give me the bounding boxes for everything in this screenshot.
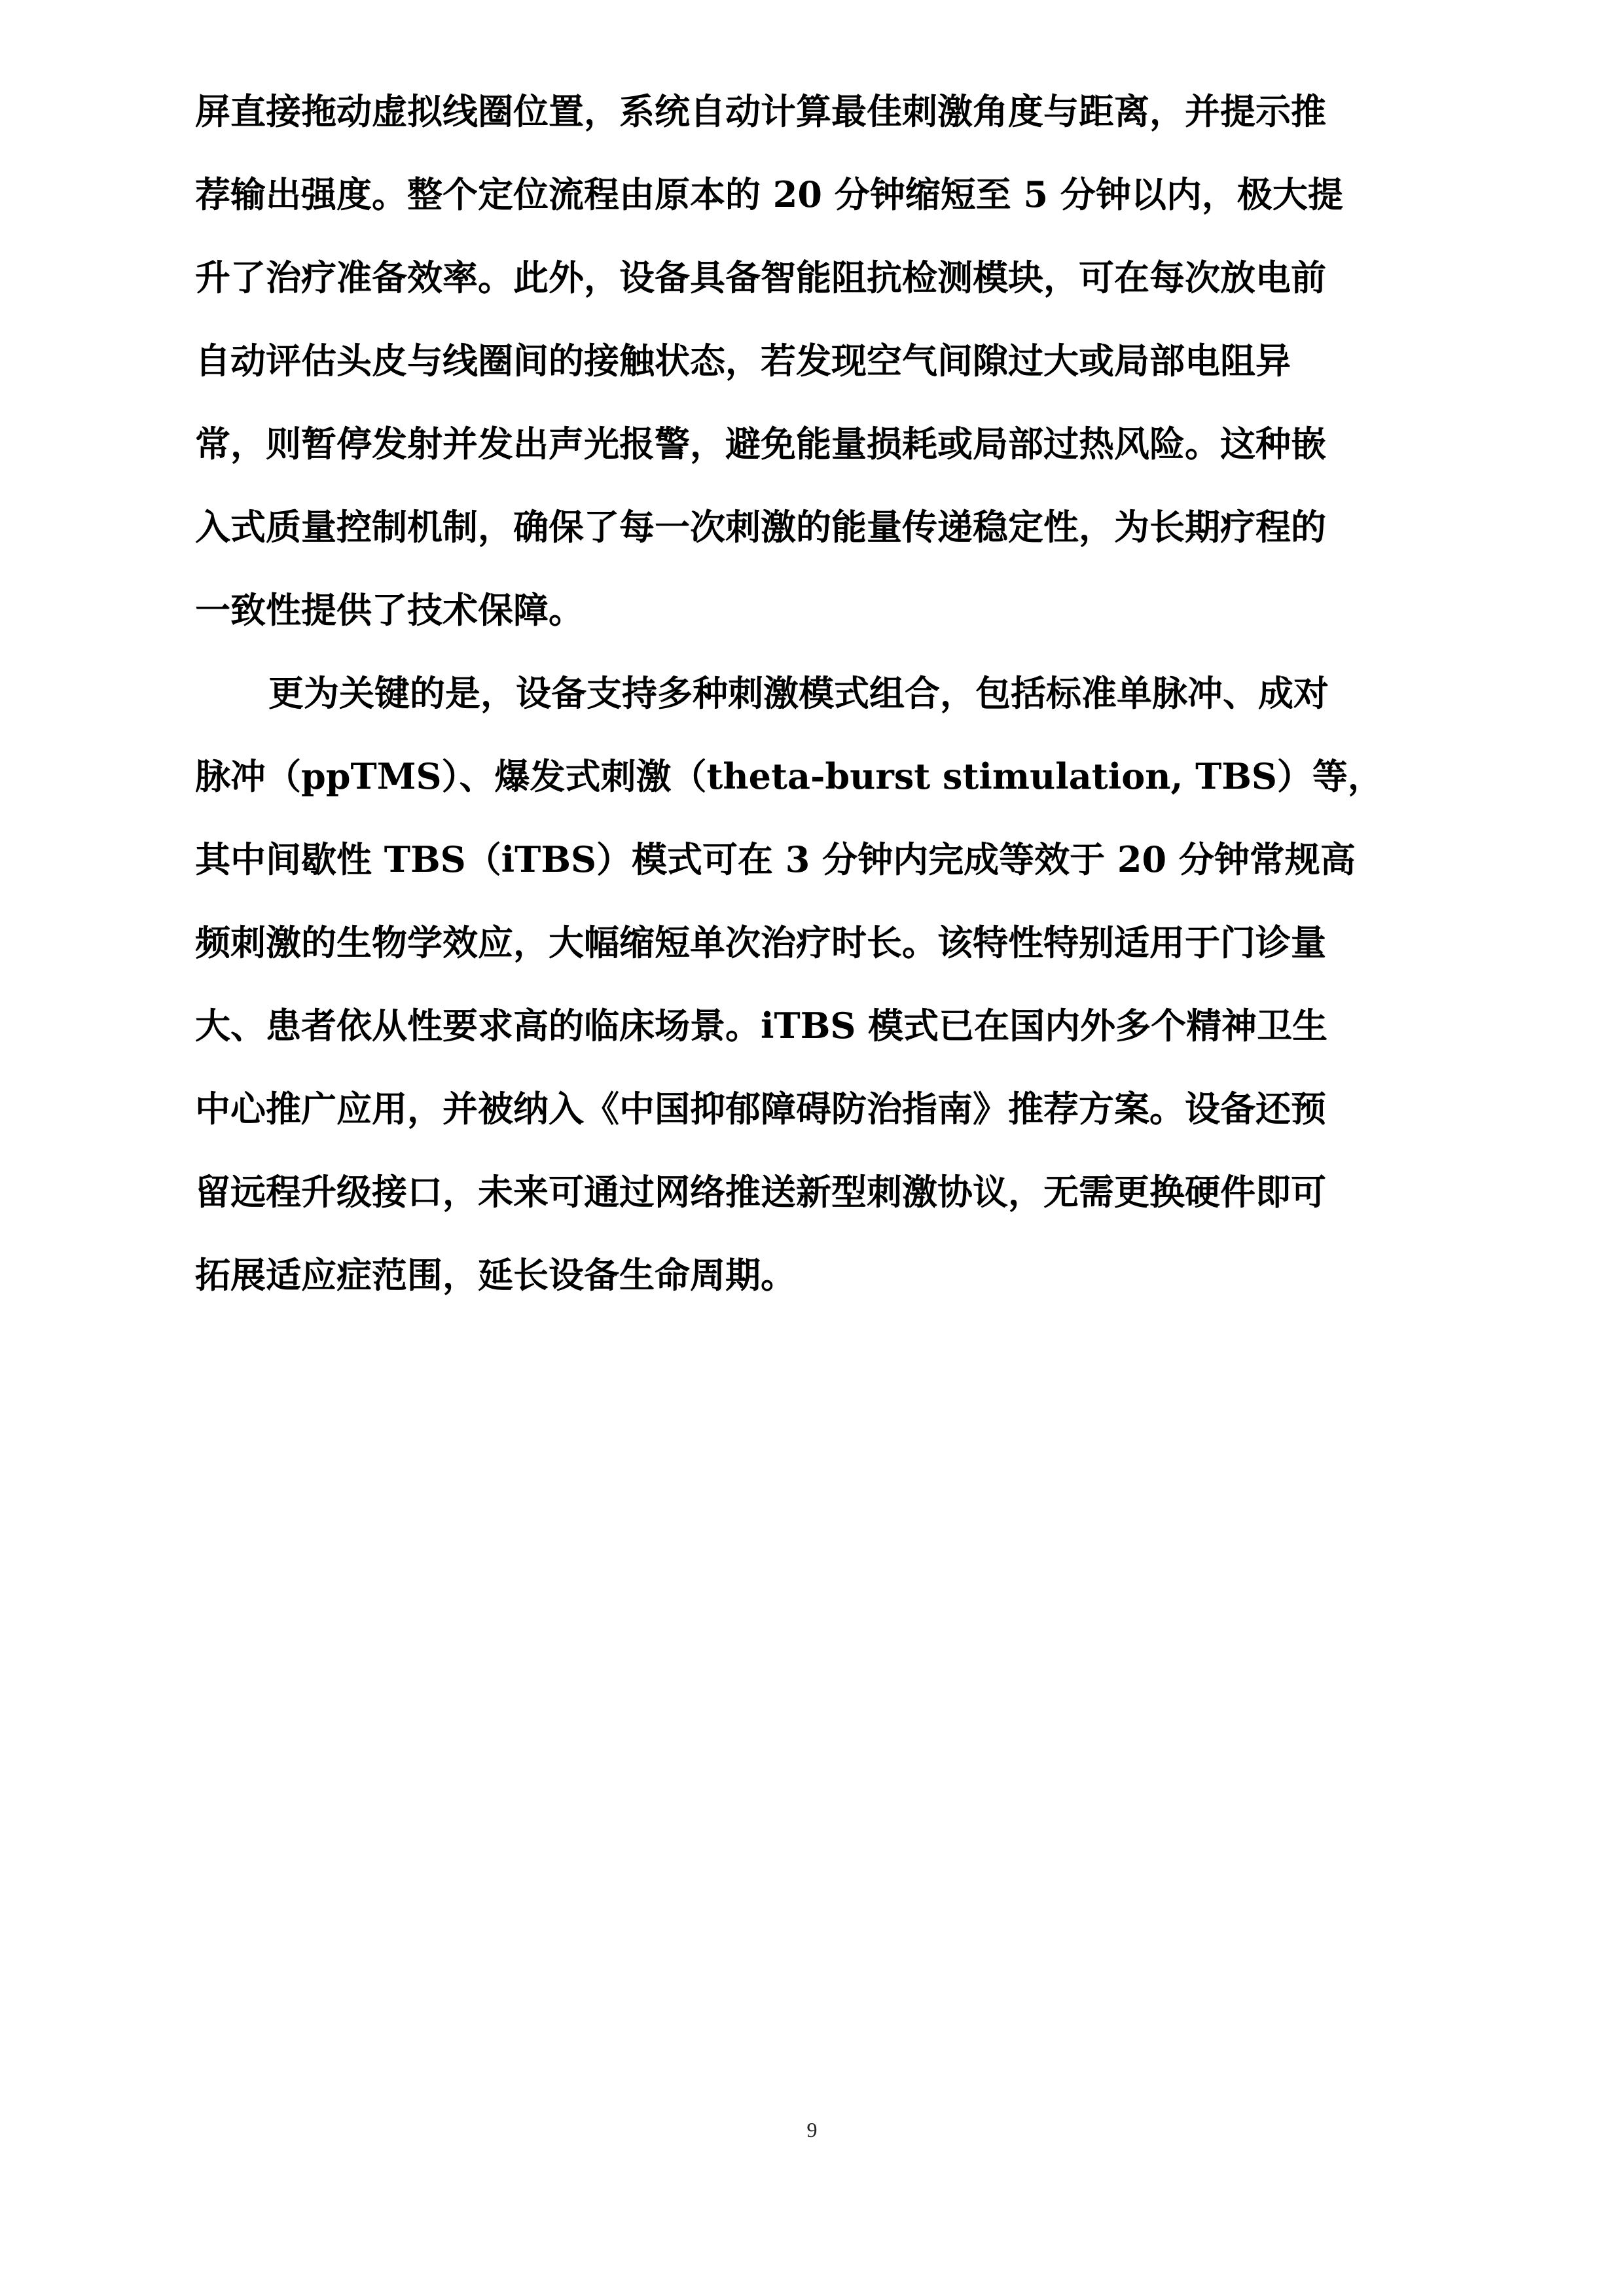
paragraph-line: 常，则暂停发射并发出声光报警，避免能量损耗或局部过热风险。这种嵌 [195,423,1326,465]
page-number: 9 [806,2118,818,2142]
paragraph-line: 一致性提供了技术保障。 [195,589,584,631]
paragraph-line: 脉冲（ppTMS）、爆发式刺激（theta-burst stimulation, TBS）等， [195,755,1383,797]
paragraph-line: 频刺激的生物学效应，大幅缩短单次治疗时长。该特性特别适用于门诊量 [195,922,1326,963]
paragraph-line: 留远程升级接口，未来可通过网络推送新型刺激协议，无需更换硬件即可 [195,1171,1326,1213]
paragraph-line: 屏直接拖动虚拟线圈位置，系统自动计算最佳刺激角度与距离，并提示推 [195,90,1326,132]
paragraph-line: 更为关键的是，设备支持多种刺激模式组合，包括标准单脉冲、成对 [268,672,1329,714]
paragraph-line: 其中间歇性 TBS（iTBS）模式可在 3 分钟内完成等效于 20 分钟常规高 [195,838,1356,880]
paragraph-line: 升了治疗准备效率。此外，设备具备智能阻抗检测模块，可在每次放电前 [195,257,1326,298]
paragraph-line: 入式质量控制机制，确保了每一次刺激的能量传递稳定性，为长期疗程的 [195,506,1326,548]
paragraph-line: 荐输出强度。整个定位流程由原本的 20 分钟缩短至 5 分钟以内，极大提 [195,173,1343,215]
paragraph-line: 大、患者依从性要求高的临床场景。iTBS 模式已在国内外多个精神卫生 [195,1005,1328,1047]
paragraph-line: 拓展适应症范围，延长设备生命周期。 [195,1254,796,1296]
paragraph-line: 中心推广应用，并被纳入《中国抑郁障碍防治指南》推荐方案。设备还预 [195,1088,1326,1130]
paragraph-line: 自动评估头皮与线圈间的接触状态，若发现空气间隙过大或局部电阻异 [195,340,1291,382]
